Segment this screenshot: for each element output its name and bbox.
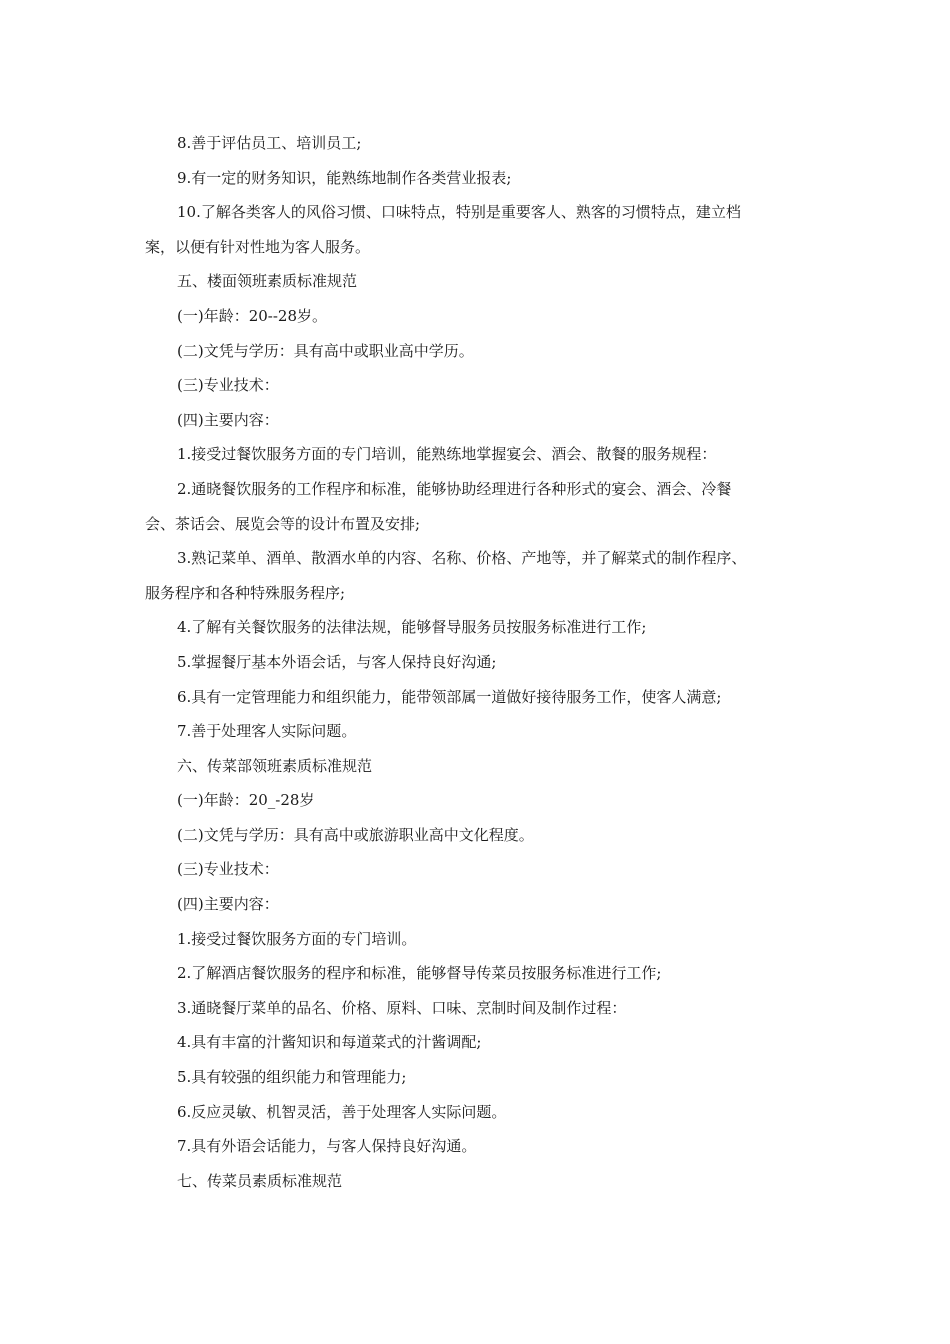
document-line: 会、茶话会、展览会等的设计布置及安排; [145,514,421,533]
document-line: 10.了解各类客人的风俗习惯、口味特点，特别是重要客人、熟客的习惯特点，建立档 [177,203,741,222]
document-line: 9.有一定的财务知识，能熟练地制作各类营业报表; [177,168,512,187]
document-line: 8.善于评估员工、培训员工; [177,134,362,152]
document-line: 服务程序和各种特殊服务程序; [145,583,346,602]
document-line: 1.接受过餐饮服务方面的专门培训。 [177,929,417,948]
document-line: (二)文凭与学历：具有高中或职业高中学历。 [177,341,474,360]
document-line: 案，以便有针对性地为客人服务。 [145,237,371,256]
document-line: (一)年龄：20_-28岁 [177,791,315,810]
document-line: 6.反应灵敏、机智灵活，善于处理客人实际问题。 [177,1102,507,1121]
document-line: 7.具有外语会话能力，与客人保持良好沟通。 [177,1137,477,1156]
document-line: 七、传菜员素质标准规范 [177,1171,343,1190]
document-line: 1.接受过餐饮服务方面的专门培训，能熟练地掌握宴会、酒会、散餐的服务规程： [177,445,717,464]
document-line: 6.具有一定管理能力和组织能力，能带领部属一道做好接待服务工作，使客人满意; [177,687,722,706]
document-line: 5.具有较强的组织能力和管理能力; [177,1068,407,1087]
document-line: 3.通晓餐厅菜单的品名、价格、原料、口味、烹制时间及制作过程： [177,998,627,1017]
document-line: 7.善于处理客人实际问题。 [177,722,357,741]
document-line: 五、楼面领班素质标准规范 [177,272,358,291]
document-line: 2.通晓餐饮服务的工作程序和标准，能够协助经理进行各种形式的宴会、酒会、冷餐 [177,479,732,498]
document-body [145,126,810,1198]
document-line: 2.了解酒店餐饮服务的程序和标准，能够督导传菜员按服务标准进行工作; [177,964,662,983]
document-line: (三)专业技术： [177,376,279,395]
document-line: 3.熟记菜单、酒单、散酒水单的内容、名称、价格、产地等，并了解菜式的制作程序、 [177,549,747,568]
document-line: 4.具有丰富的汁酱知识和每道菜式的汁酱调配; [177,1033,482,1052]
document-line: (二)文凭与学历：具有高中或旅游职业高中文化程度。 [177,825,534,844]
document-line: (四)主要内容： [177,410,279,429]
document-line: (四)主要内容： [177,895,279,914]
document-line: 4.了解有关餐饮服务的法律法规，能够督导服务员按服务标准进行工作; [177,618,647,637]
document-line: 六、传菜部领班素质标准规范 [177,756,373,775]
document-line: (三)专业技术： [177,860,279,879]
document-line: (一)年龄：20--28岁。 [177,306,328,325]
document-line: 5.掌握餐厅基本外语会话，与客人保持良好沟通; [177,652,497,671]
